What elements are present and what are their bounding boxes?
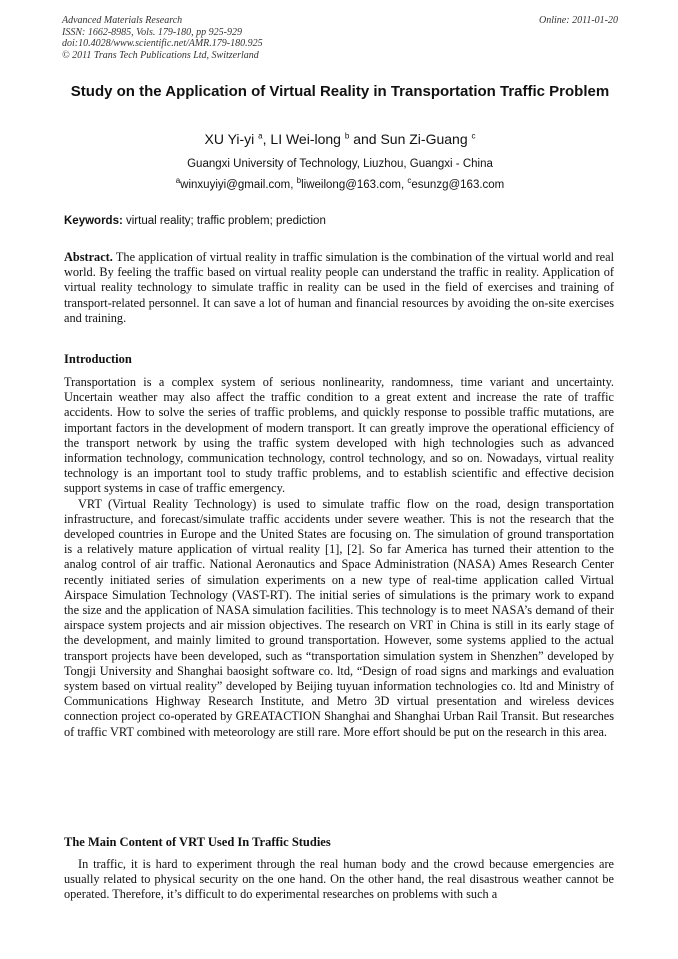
- author-name: XU Yi-yi: [204, 131, 255, 147]
- email-mark: b: [296, 176, 302, 186]
- issn-line: ISSN: 1662-8985, Vols. 179-180, pp 925-929: [62, 26, 242, 38]
- abstract-text: The application of virtual reality in traffic simulation is the combination of the virtual world and real world. By feeling the traffic based on virtual reality people can understand the traffic in reality. Application of virtual reality technology to simulate traffic in reality can be used in the field of exercises and training of transport-related personnel. It can save a lot of human and financial resources by avoiding the on-site exercises and training.: [64, 250, 615, 325]
- main-content-body: [64, 857, 614, 903]
- author-list: XU Yi-yi $^a$, LI Wei-long $^b$ and Sun Zi-Guang $^c$: [204, 131, 476, 147]
- author-name: LI Wei-long: [270, 131, 341, 147]
- doi-line: doi:10.4028/www.scientific.net/AMR.179-180.925: [62, 38, 263, 49]
- keywords: [64, 214, 618, 229]
- journal-meta: [62, 15, 618, 61]
- email-list: $^a$winxuyiyi@gmail.com, $^b$liweilong@163.com, $^c$esunzg@163.com: [175, 176, 505, 191]
- email-address: esunzg@163.com: [411, 179, 505, 191]
- abstract: [64, 250, 614, 326]
- affiliation: Guangxi University of Technology, Liuzhou, Guangxi - China: [187, 158, 493, 170]
- email-mark: c: [407, 176, 412, 186]
- email-address: liweilong@163.com: [301, 179, 401, 191]
- paragraph: VRT (Virtual Reality Technology) is used to simulate traffic flow on the road, design transportation infrastructure, and forecast/simulate traffic accidents under severe weather. This is not the research that the developed countries in Europe and the United States are focusing on. The simulation of ground transportation is a relatively mature application of virtual reality [1], [2]. So far America has turned their attention to the analog control of air traffic. National Aeronautics and Space Administration (NASA) Ames Research Center recently initiated series of simulation experiments on a new type of real-time application called Virtual Airspace Simulation Technology (VAST-RT). The initial series of simulations is the primary work to expand the size and the application of NASA simulation facilities. This technology is to meet NASA’s demand of their airspace system projects and air mission objectives. The research on VRT in China is still in its early stage of the development, and mainly limited to ground transportation. However, some systems applied to the actual transport projects have been developed, such as “transportation simulation system in Shenzhen” developed by Tongji University and Shanghai baosight software co. ltd, “Design of road signs and markings and evaluation system based on virtual reality” developed by Beijing tuyuan information technologies co. ltd and Ministry of Communications Highway Research Institute, and Metro 3D virtual presentation and wireless devices connection project co-operated by GREATACTION Shanghai and Shanghai Urban Rail Transit. But researches of traffic VRT combined with meteorology are still rare. More effort should be put on the research in this area.: [64, 496, 614, 739]
- paper-title: Study on the Application of Virtual Reality in Transportation Traffic Problem: [70, 83, 610, 100]
- keywords-label: Keywords:: [64, 215, 123, 227]
- author-name: Sun Zi-Guang: [380, 131, 468, 147]
- email-mark: a: [175, 176, 181, 186]
- email-address: winxuyiyi@gmail.com: [180, 179, 291, 191]
- section-heading-introduction: Introduction: [64, 352, 132, 366]
- paragraph: Transportation is a complex system of serious nonlinearity, randomness, time variant and uncertainty. Uncertain weather may also affect the traffic condition to a great extent and increase the rate of traffic accidents. How to solve the series of traffic problems, and quickly response to possible traffic mutations, are important factors in the development of modern transport. It can greatly improve the operational efficiency of the transport network by using the traffic system developed with high technologies such as advanced information technology, communication technology, control technology, and so on. Nowadays, virtual reality technology is an important tool to study traffic problems, and to establish scientific and effective decision support systems in case of traffic emergency.: [64, 375, 614, 496]
- paragraph: In traffic, it is hard to experiment through the real human body and the crowd because emergencies are usually related to physical security on the one hand. On the other hand, the real disastrous weather cannot be operated. Therefore, it’s difficult to do experimental researches on problems with such a: [64, 857, 614, 902]
- author-mark: a: [258, 131, 263, 141]
- online-date: Online: 2011-01-20: [539, 15, 618, 26]
- copyright-line: © 2011 Trans Tech Publications Ltd, Switzerland: [62, 49, 259, 61]
- abstract-label: Abstract.: [64, 250, 113, 264]
- introduction-body: [64, 375, 614, 740]
- section-heading-main-content: The Main Content of VRT Used In Traffic Studies: [64, 835, 331, 849]
- author-mark: b: [344, 131, 350, 141]
- author-mark: c: [471, 131, 476, 141]
- journal-name: Advanced Materials Research: [62, 15, 183, 26]
- keywords-text: virtual reality; traffic problem; prediction: [126, 215, 326, 227]
